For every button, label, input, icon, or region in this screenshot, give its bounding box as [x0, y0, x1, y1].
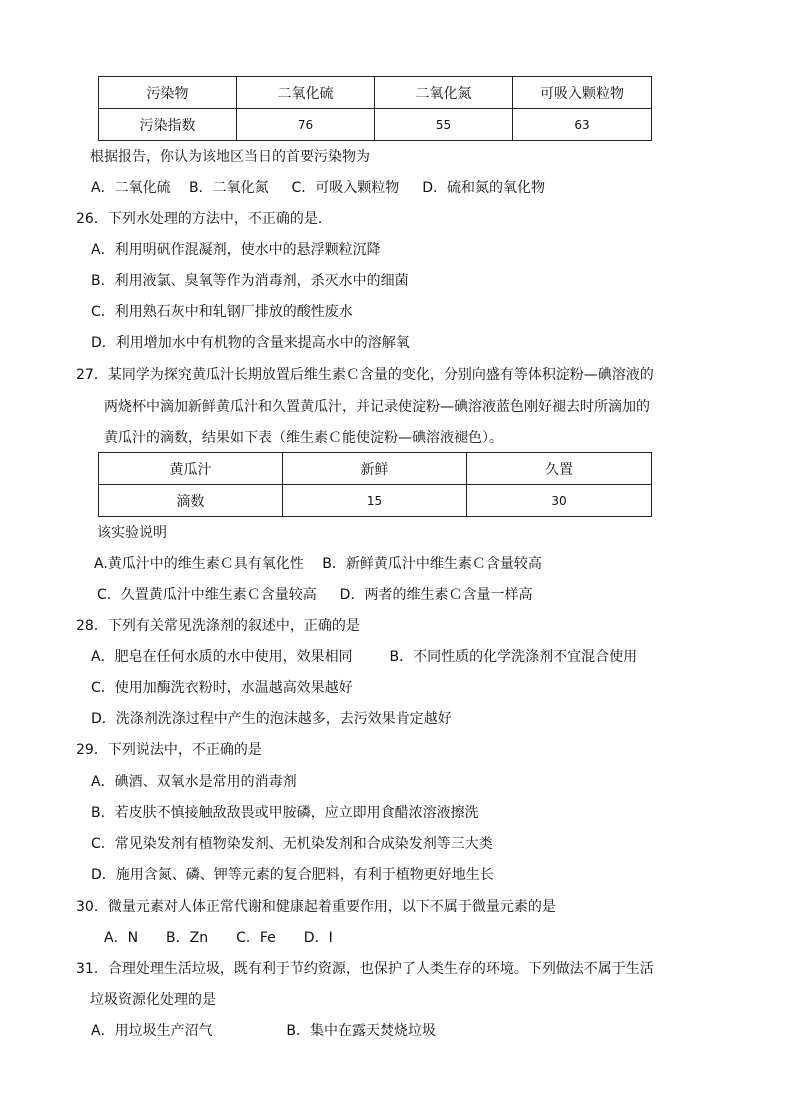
q25-stem: 根据报告，你认为该地区当日的首要污染物为 [90, 149, 370, 165]
q31-options: A．用垃圾生产沼气 B．集中在露天焚烧垃圾 [91, 1023, 436, 1039]
table-header-cell: 黄瓜汁 [99, 453, 283, 485]
q31-stem-line-2: 垃圾资源化处理的是 [90, 992, 216, 1008]
pollution-table [98, 76, 652, 141]
q29-option-c: C．常见染发剂有植物染发剂、无机染发剂和合成染发剂等三大类 [91, 836, 493, 852]
table-cell: 滴数 [99, 485, 283, 517]
q28-option-ab: A．肥皂在任何水质的水中使用，效果相同 B．不同性质的化学洗涤剂不宜混合使用 [91, 649, 638, 665]
q26-option-d: D．利用增加水中有机物的含量来提高水中的溶解氧 [91, 335, 410, 351]
q25-options: A．二氧化硫 B．二氧化氮 C．可吸入颗粒物 D．硫和氮的氧化物 [91, 180, 545, 196]
q29-option-d: D．施用含氮、磷、钾等元素的复合肥料，有利于植物更好地生长 [91, 867, 494, 883]
q26-option-c: C．利用熟石灰中和轧钢厂排放的酸性废水 [91, 304, 353, 320]
q29-stem: 29．下列说法中，不正确的是 [76, 742, 262, 758]
table-header-cell: 新鲜 [283, 453, 467, 485]
table-cell: 15 [283, 485, 467, 517]
table-header-cell: 污染物 [99, 77, 237, 109]
table-cell: 污染指数 [99, 109, 237, 141]
q28-option-d: D．洗涤剂洗涤过程中产生的泡沫越多，去污效果肯定越好 [91, 711, 452, 727]
table-header-cell: 久置 [467, 453, 652, 485]
q27-after-table: 该实验说明 [97, 525, 167, 541]
table-cell: 30 [467, 485, 652, 517]
table-header-cell: 可吸入颗粒物 [513, 77, 652, 109]
q28-option-c: C．使用加酶洗衣粉时，水温越高效果越好 [91, 680, 353, 696]
q30-options: A．N B．Zn C．Fe D．I [104, 930, 333, 946]
cucumber-juice-table [98, 452, 652, 517]
q26-option-b: B．利用液氯、臭氧等作为消毒剂，杀灭水中的细菌 [91, 273, 409, 289]
table-cell: 76 [237, 109, 375, 141]
q27-stem-line-1: 27．某同学为探究黄瓜汁长期放置后维生素Ｃ含量的变化，分别向盛有等体积淀粉—碘溶液的 [76, 367, 654, 383]
q29-option-b: B．若皮肤不慎接触敌敌畏或甲胺磷，应立即用食醋浓溶液擦洗 [91, 805, 479, 821]
table-cell: 63 [513, 109, 652, 141]
table-cell: 55 [375, 109, 513, 141]
q26-stem: 26．下列水处理的方法中，不正确的是． [76, 211, 332, 227]
q27-options-line-2: C．久置黄瓜汁中维生素Ｃ含量较高 D．两者的维生素Ｃ含量一样高 [97, 587, 533, 603]
q28-stem: 28．下列有关常见洗涤剂的叙述中，正确的是 [76, 618, 360, 634]
q29-option-a: A．碘酒、双氧水是常用的消毒剂 [91, 774, 297, 790]
q26-option-a: A．利用明矾作混凝剂，使水中的悬浮颗粒沉降 [91, 242, 381, 258]
q27-stem-line-2: 两烧杯中滴加新鲜黄瓜汁和久置黄瓜汁，并记录使淀粉—碘溶液蓝色刚好褪去时所滴加的 [104, 399, 650, 415]
table-header-cell: 二氧化氮 [375, 77, 513, 109]
q30-stem: 30．微量元素对人体正常代谢和健康起着重要作用，以下不属于微量元素的是 [76, 899, 556, 915]
q27-options-line-1: A.黄瓜汁中的维生素Ｃ具有氧化性 B．新鲜黄瓜汁中维生素Ｃ含量较高 [94, 556, 542, 572]
q27-stem-line-3: 黄瓜汁的滴数，结果如下表（维生素Ｃ能使淀粉—碘溶液褪色）。 [104, 430, 503, 446]
table-header-cell: 二氧化硫 [237, 77, 375, 109]
q31-stem-line-1: 31．合理处理生活垃圾，既有利于节约资源，也保护了人类生存的环境。下列做法不属于生活 [76, 961, 654, 977]
